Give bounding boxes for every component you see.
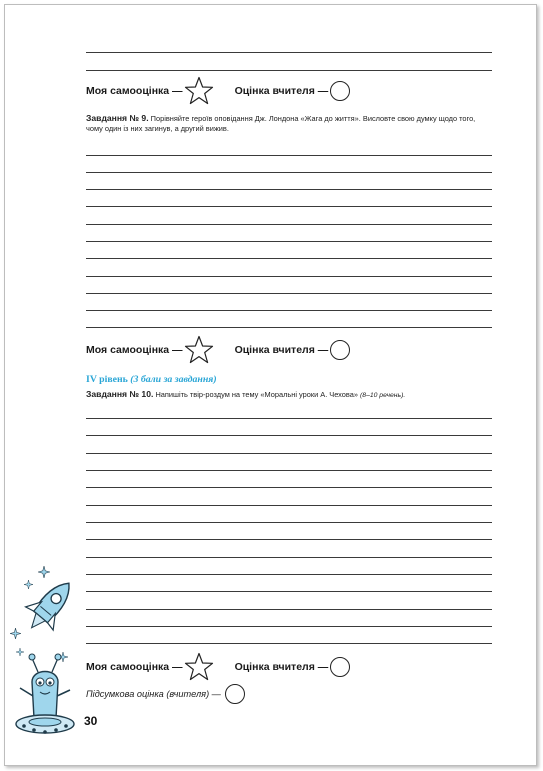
self-assessment-label: Моя самооцінка — xyxy=(86,344,183,356)
final-grade-row xyxy=(86,683,245,705)
level-points: (3 бали за завдання) xyxy=(130,374,217,385)
assessment-row xyxy=(86,76,350,106)
task-9-text: Порівняйте героїв оповідання Дж. Лондона «Жага до життя». Висловте свою думку щодо того, чому один із них загинув, а другий вижив. xyxy=(86,114,476,133)
writing-line[interactable] xyxy=(86,470,492,471)
task-9 xyxy=(86,113,492,134)
writing-line[interactable] xyxy=(86,522,492,523)
writing-line[interactable] xyxy=(86,418,492,419)
writing-line[interactable] xyxy=(86,327,492,328)
writing-line[interactable] xyxy=(86,574,492,575)
level-heading xyxy=(86,374,217,385)
writing-line[interactable] xyxy=(86,293,492,294)
teacher-assessment-label: Оцінка вчителя — xyxy=(234,85,329,97)
writing-line[interactable] xyxy=(86,435,492,436)
assessment-row xyxy=(86,335,350,365)
writing-line[interactable] xyxy=(86,241,492,242)
assessment-row xyxy=(86,652,350,682)
task-9-number: Завдання № 9. xyxy=(86,113,149,123)
star-icon[interactable] xyxy=(183,76,215,106)
writing-line[interactable] xyxy=(86,155,492,156)
writing-line[interactable] xyxy=(86,172,492,173)
teacher-assessment-label: Оцінка вчителя — xyxy=(234,661,329,673)
writing-line[interactable] xyxy=(86,52,492,53)
teacher-grade-circle[interactable] xyxy=(330,340,350,360)
task-10-note: (8–10 речень). xyxy=(360,392,406,399)
writing-line[interactable] xyxy=(86,609,492,610)
page-number: 30 xyxy=(84,714,98,728)
writing-line[interactable] xyxy=(86,189,492,190)
star-icon[interactable] xyxy=(183,335,215,365)
task-10-text: Напишіть твір-роздум на тему «Моральні уроки А. Чехова» xyxy=(153,390,358,399)
writing-line[interactable] xyxy=(86,310,492,311)
writing-line[interactable] xyxy=(86,224,492,225)
writing-line[interactable] xyxy=(86,557,492,558)
teacher-assessment-label: Оцінка вчителя — xyxy=(234,344,329,356)
task-10 xyxy=(86,389,492,401)
writing-line[interactable] xyxy=(86,276,492,277)
teacher-grade-circle[interactable] xyxy=(330,81,350,101)
star-icon[interactable] xyxy=(183,652,215,682)
task-10-number: Завдання № 10. xyxy=(86,389,154,399)
writing-line[interactable] xyxy=(86,539,492,540)
rocket-illustration xyxy=(14,572,84,642)
writing-line[interactable] xyxy=(86,258,492,259)
writing-line[interactable] xyxy=(86,591,492,592)
teacher-grade-circle[interactable] xyxy=(330,657,350,677)
self-assessment-label: Моя самооцінка — xyxy=(86,661,183,673)
writing-line[interactable] xyxy=(86,453,492,454)
writing-line[interactable] xyxy=(86,505,492,506)
writing-line[interactable] xyxy=(86,626,492,627)
level-title: IV рівень xyxy=(86,374,128,385)
final-grade-label: Підсумкова оцінка (вчителя) — xyxy=(86,689,221,699)
writing-line[interactable] xyxy=(86,643,492,644)
self-assessment-label: Моя самооцінка — xyxy=(86,85,183,97)
alien-illustration xyxy=(12,652,78,744)
writing-line[interactable] xyxy=(86,206,492,207)
writing-line[interactable] xyxy=(86,70,492,71)
writing-line[interactable] xyxy=(86,487,492,488)
final-grade-circle[interactable] xyxy=(225,684,245,704)
